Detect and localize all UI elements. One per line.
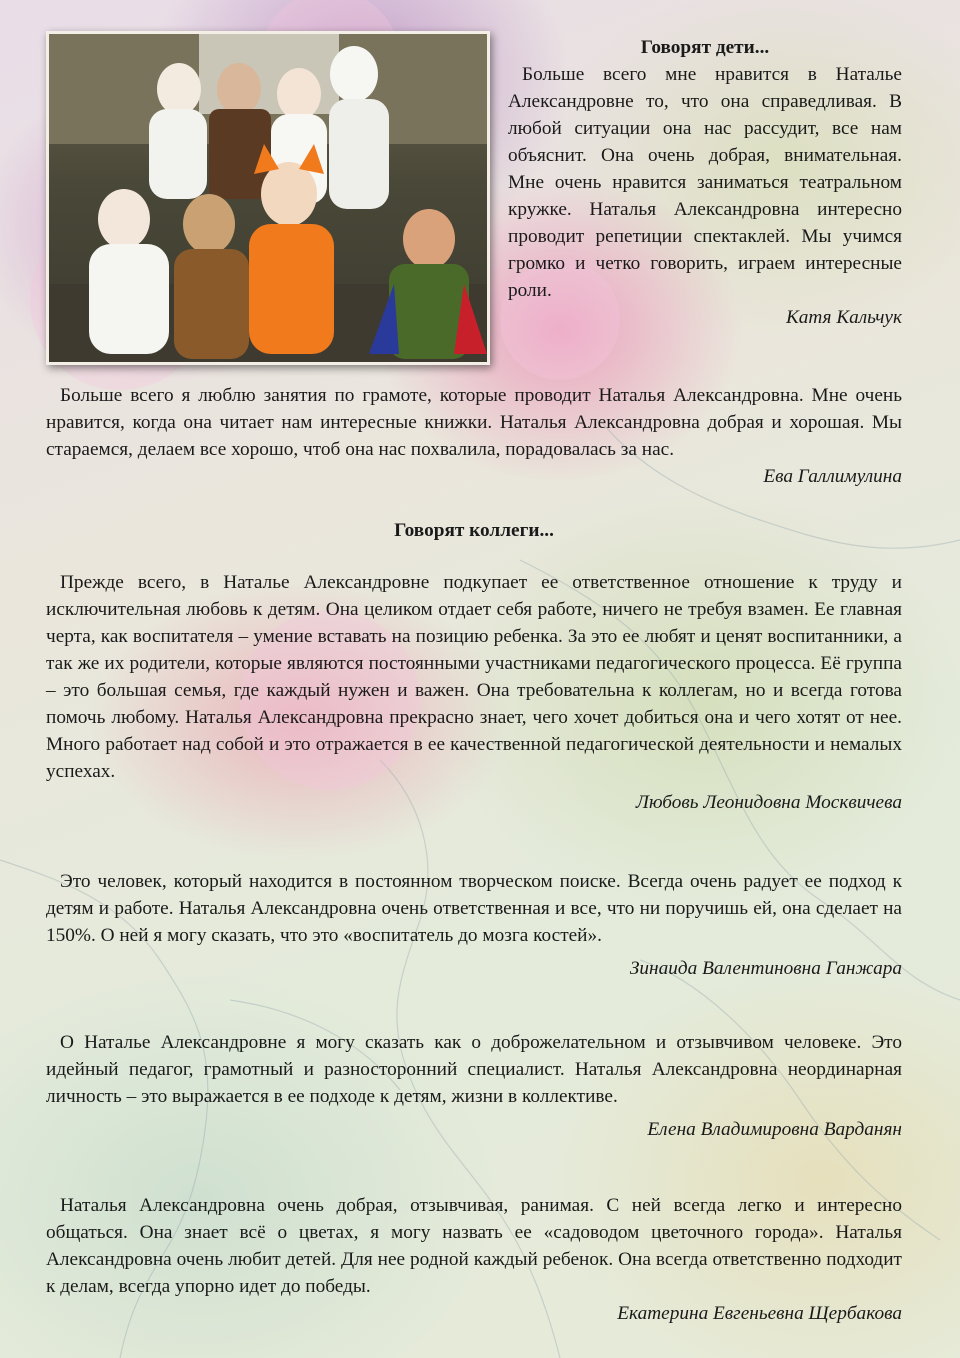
colleague-quote-4-author: Екатерина Евгеньевна Щербакова (617, 1303, 902, 1324)
colleagues-section-title: Говорят коллеги... (394, 520, 554, 541)
photo-illustration (49, 34, 487, 362)
colleague-quote-2-block (46, 868, 902, 982)
colleague-quote-3-text: О Наталье Александровне я могу сказать как о доброжелательном и отзывчивом человеке. Это идейный педагог, грамотный и разносторонний специалист. Наталья Александровна неординарная личность – это выражается в ее подходе к детям, жизни в коллективе. (46, 1032, 902, 1107)
children-quote-1-author: Катя Кальчук (785, 307, 902, 328)
colleague-quote-1-author: Любовь Леонидовна Москвичева (635, 792, 902, 813)
colleague-quote-1-block (46, 569, 902, 816)
colleague-quote-2-author: Зинаида Валентиновна Ганжара (629, 958, 902, 979)
colleague-quote-2-text: Это человек, который находится в постоянном творческом поиске. Всегда очень радует ее подход к детям и работе. Наталья Александровна очень ответственная и все, что ни поручишь ей, она сделает на 150%. О ней я могу сказать, что это «воспитатель до мозга костей». (46, 871, 902, 946)
colleague-quote-3-author: Елена Владимировна Варданян (647, 1119, 902, 1140)
children-second-quote-block (46, 382, 902, 490)
colleague-quote-3-block (46, 1029, 902, 1143)
children-quote-1-text: Больше всего мне нравится в Наталье Александровне то, что она справедливая. В любой ситуации она нас рассудит, все нам объяснит. Она очень добрая, внимательная. Мне очень нравится заниматься театральном кружке. Наталья Александровна интересно проводит репетиции спектаклей. Мы учимся громко и четко говорить, играем интересные роли. (508, 64, 902, 301)
colleague-quote-1-text: Прежде всего, в Наталье Александровне подкупает ее ответственное отношение к труду и исключительная любовь к детям. Она целиком отдает себя работе, ничего не требуя взамен. Ее главная черта, как воспитателя – умение вставать на позицию ребенка. За это ее любят и ценят воспитанники, а так же их родители, которые являются постоянными участниками педагогического процесса. Её группа – это большая семья, где каждый нужен и важен. Она требовательна к коллегам, но и всегда готова помочь любому. Наталья Александровна прекрасно знает, чего хочет добиться она и чего хотят от нее. Много работает над собой и это отражается в ее качественной педагогической деятельности и немалых успехах. (46, 572, 902, 782)
colleagues-title-block (46, 517, 902, 544)
children-quote-2-text: Больше всего я люблю занятия по грамоте, которые проводит Наталья Александровна. Мне очень нравится, когда она читает нам интересные книжки. Наталья Александровна добрая и хорошая. Мы стараемся, делаем все хорошо, чтоб она нас похвалила, порадовалась за нас. (46, 385, 902, 460)
children-quote-2-author: Ева Галлимулина (763, 466, 902, 487)
children-costume-photo (46, 31, 490, 365)
children-section-title: Говорят дети... (640, 37, 770, 58)
colleague-quote-4-text: Наталья Александровна очень добрая, отзывчивая, ранимая. С ней всегда легко и интересно общаться. Она знает всё о цветах, я могу назвать ее «садоводом цветочного города». Наталья Александровна очень любит детей. Для нее родной каждый ребенок. Она всегда ответственно подходит к делам, всегда упорно идет до победы. (46, 1195, 902, 1297)
colleague-quote-4-block (46, 1192, 902, 1327)
children-first-quote-block (508, 34, 902, 331)
